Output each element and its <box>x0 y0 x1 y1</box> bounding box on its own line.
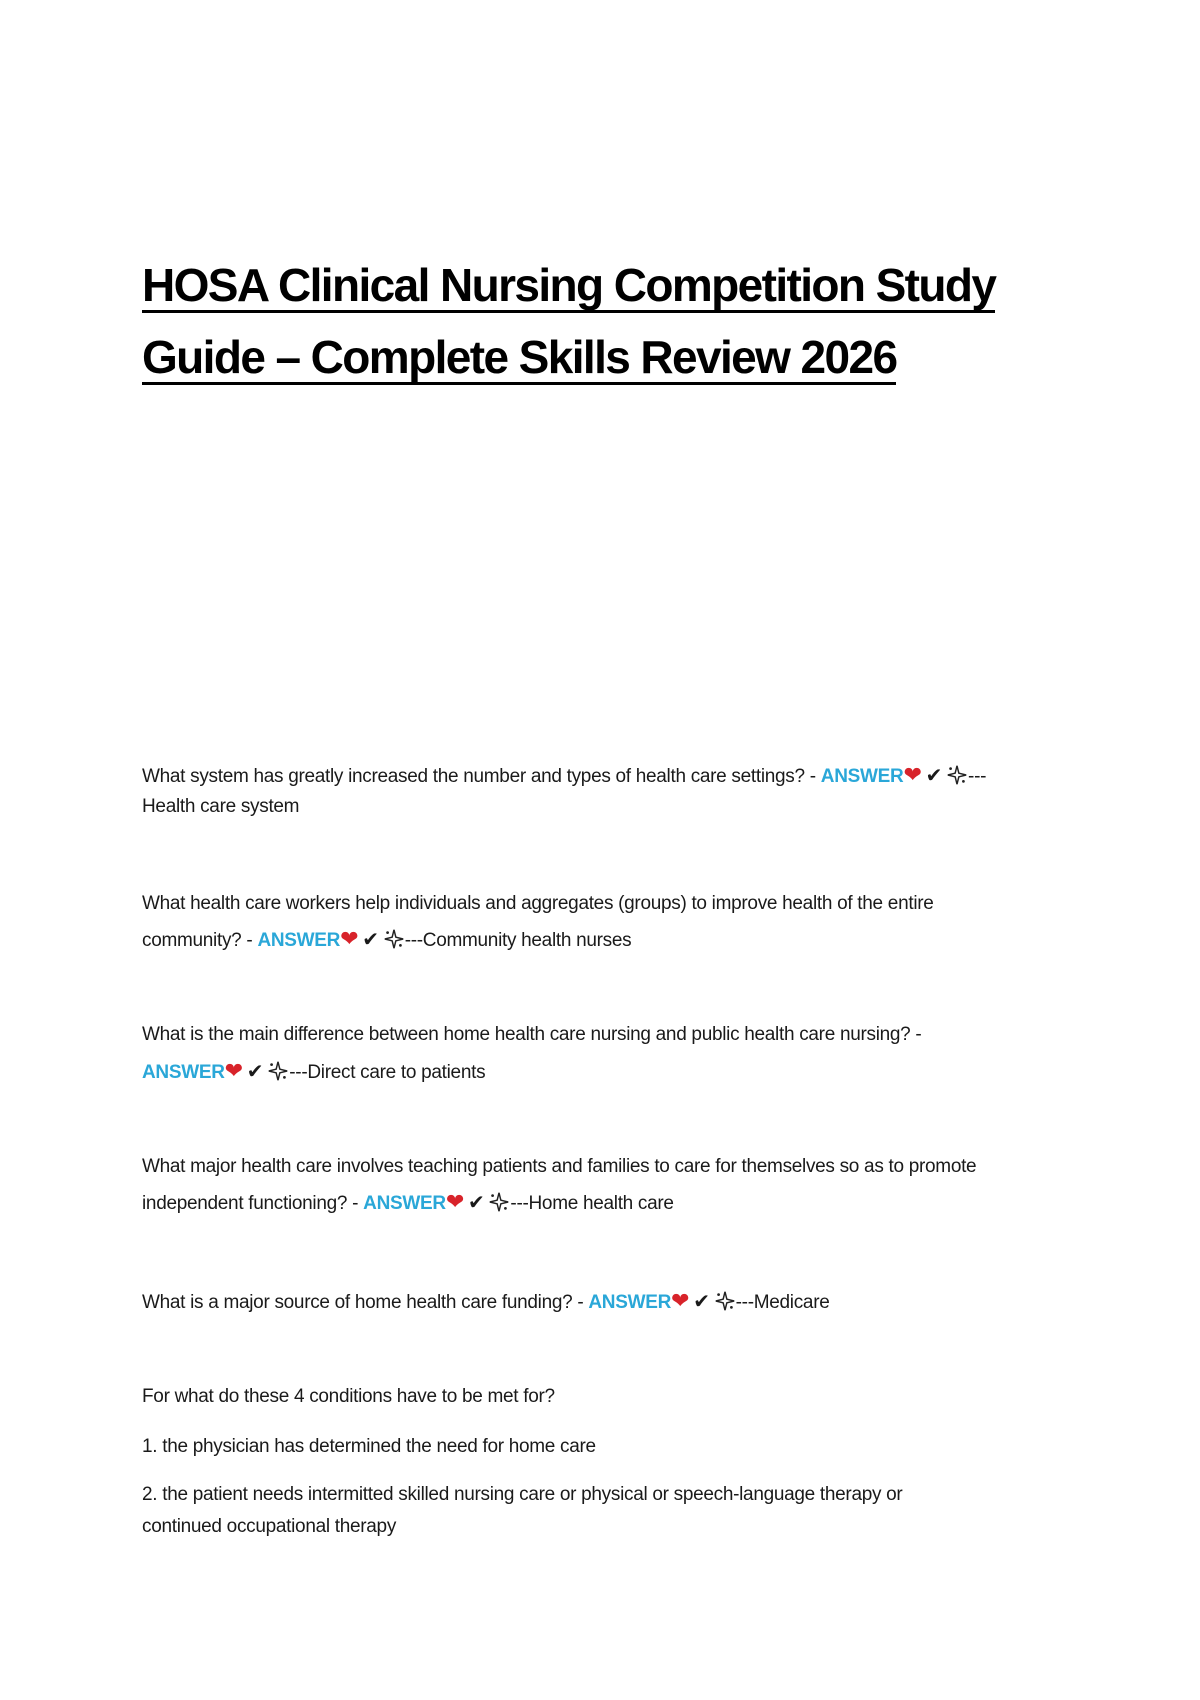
document-title-line-1: HOSA Clinical Nursing Competition Study <box>142 259 996 311</box>
check-icon: ✔ <box>693 1291 710 1313</box>
qa-1-answer: Health care system <box>142 796 300 817</box>
condition-item-1: 1. the physician has determined the need for home care <box>142 1436 596 1457</box>
answer-label: ANSWER <box>820 766 904 787</box>
sparkle-icon <box>267 1060 289 1082</box>
answer-marker <box>142 1058 308 1083</box>
answer-marker <box>820 762 987 787</box>
document-title-line-2: Guide – Complete Skills Review 2026 <box>142 331 897 383</box>
check-icon: ✔ <box>925 765 943 787</box>
answer-marker <box>257 926 423 951</box>
check-icon: ✔ <box>467 1192 485 1214</box>
qa-4-question: What major health care involves teaching patients and families to care for themselves so as to promote <box>142 1156 977 1177</box>
heart-icon: ❤ <box>445 1189 464 1214</box>
conditions-question: For what do these 4 conditions have to be met for? <box>142 1386 555 1407</box>
answer-marker <box>363 1189 529 1214</box>
answer-dashes: --- <box>735 1292 754 1313</box>
answer-dashes: --- <box>404 930 423 951</box>
sparkle-icon <box>383 928 405 950</box>
answer-label: ANSWER <box>257 930 341 951</box>
answer-marker <box>588 1288 754 1313</box>
condition-item-2: 2. the patient needs intermitted skilled nursing care or physical or speech-language therapy or <box>142 1484 903 1505</box>
qa-3-question: What is the main difference between home health care nursing and public health care nursing? - <box>142 1024 922 1045</box>
heart-icon: ❤ <box>671 1288 690 1313</box>
check-icon: ✔ <box>362 929 379 951</box>
answer-dashes: --- <box>968 766 987 787</box>
sparkle-icon <box>714 1290 736 1312</box>
qa-1-question: What system has greatly increased the number and types of health care settings? - ANSWER❤ ✔ --- <box>142 762 987 787</box>
qa-5: What is a major source of home health care funding? - ANSWER❤ ✔ ---Medicare <box>142 1288 830 1313</box>
qa-4-answer-line: independent functioning? - ANSWER❤ ✔ ---Home health care <box>142 1189 674 1214</box>
answer-label: ANSWER <box>142 1062 225 1083</box>
sparkle-icon <box>488 1191 510 1213</box>
check-icon: ✔ <box>246 1061 264 1083</box>
answer-label: ANSWER <box>363 1193 446 1214</box>
qa-2-question: What health care workers help individuals and aggregates (groups) to improve health of the entire <box>142 893 934 914</box>
qa-2-answer-line: community? - ANSWER❤ ✔ ---Community health nurses <box>142 926 632 951</box>
heart-icon: ❤ <box>903 762 922 787</box>
heart-icon: ❤ <box>224 1058 243 1083</box>
answer-dashes: --- <box>510 1193 529 1214</box>
sparkle-icon <box>946 764 968 786</box>
heart-icon: ❤ <box>340 926 359 951</box>
qa-3-answer-line: ANSWER❤ ✔ ---Direct care to patients <box>142 1058 486 1083</box>
answer-dashes: --- <box>289 1062 308 1083</box>
answer-label: ANSWER <box>588 1292 672 1313</box>
condition-item-2-cont: continued occupational therapy <box>142 1516 397 1537</box>
